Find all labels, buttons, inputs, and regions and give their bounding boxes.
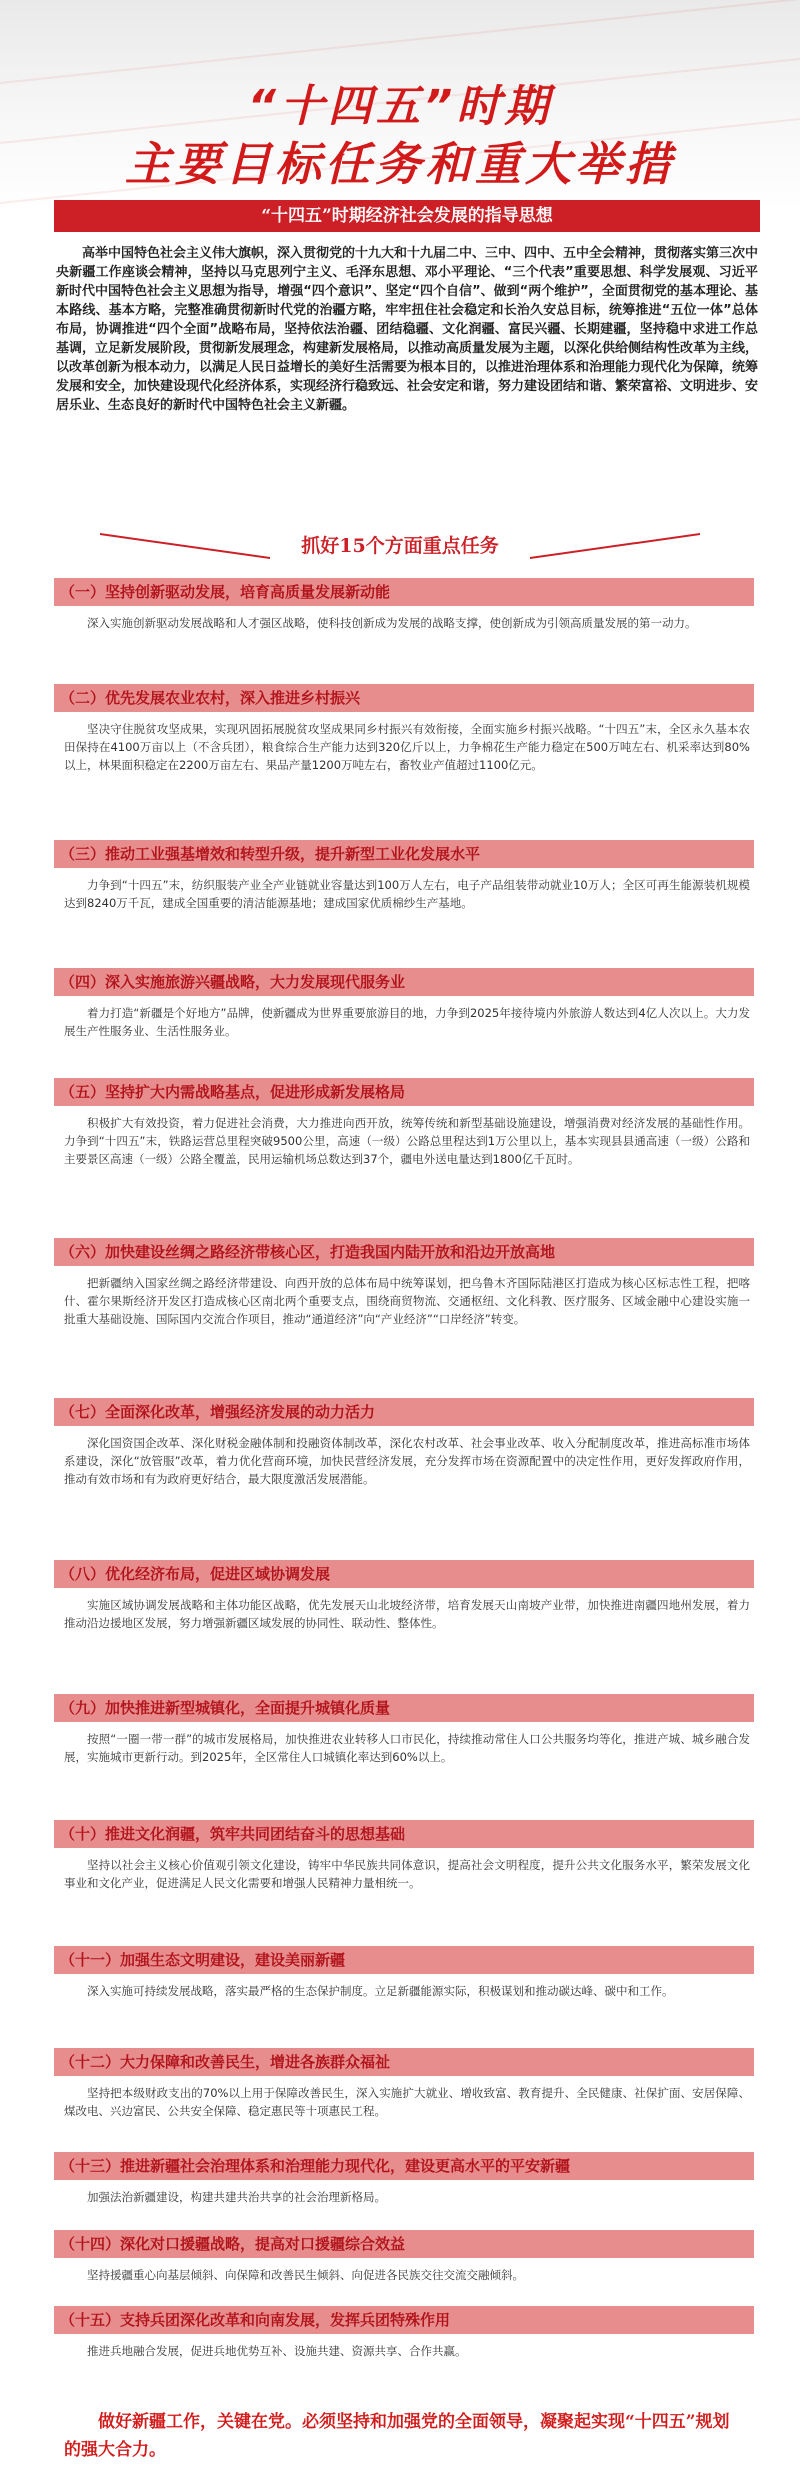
- task-section-body: 按照“一圈一带一群”的城市发展格局，加快推进农业转移人口市民化，持续推动常住人口公共服务均等化，推进产城、城乡融合发展，实施城市更新行动。到2025年，全区常住人口城镇化率达到60%以上。: [64, 1732, 750, 1764]
- task-section-title: （十四）深化对口援疆战略，提高对口援疆综合效益: [54, 2230, 754, 2258]
- task-section-title: （五）坚持扩大内需战略基点，促进形成新发展格局: [54, 1078, 754, 1106]
- guide-text: 高举中国特色社会主义伟大旗帜，深入贯彻党的十九大和十九届二中、三中、四中、五中全会精神，贯彻落实第三次中央新疆工作座谈会精神，坚持以马克思列宁主义、毛泽东思想、邓小平理论、“三个代表”重要思想、科学发展观、习近平新时代中国特色社会主义思想为指导，增强“四个意识”、坚定“四个自信”、做到“两个维护”，全面贯彻党的基本理论、基本路线、基本方略，完整准确贯彻新时代党的治疆方略，牢牢扭住社会稳定和长治久安总目标，统筹推进“五位一体”总体布局，协调推进“四个全面”战略布局，坚持依法治疆、团结稳疆、文化润疆、富民兴疆、长期建疆，坚持稳中求进工作总基调，立足新发展阶段，贯彻新发展理念，构建新发展格局，以推动高质量发展为主题，以深化供给侧结构性改革为主线，以改革创新为根本动力，以满足人民日益增长的美好生活需要为根本目的，以推进治理体系和治理能力现代化为保障，统筹发展和安全，加快建设现代化经济体系，实现经济行稳致远、社会安定和谐，努力建设团结和谐、繁荣富裕、文明进步、安居乐业、生态良好的新时代中国特色社会主义新疆。: [56, 246, 759, 413]
- task-section-title: （一）坚持创新驱动发展，培育高质量发展新动能: [54, 578, 754, 606]
- task-section-9: [54, 1694, 766, 1766]
- closing-statement: 做好新疆工作，关键在党。必须坚持和加强党的全面领导，凝聚起实现“十四五”规划的强大合力。: [64, 2412, 730, 2460]
- task-section-title: （四）深入实施旅游兴疆战略，大力发展现代服务业: [54, 968, 754, 996]
- task-section-1: [54, 578, 766, 632]
- task-section-title: （六）加快建设丝绸之路经济带核心区，打造我国内陆开放和沿边开放高地: [54, 1238, 754, 1266]
- task-section-5: [54, 1078, 766, 1168]
- task-section-11: [54, 1946, 766, 2000]
- task-section-title: （二）优先发展农业农村，深入推进乡村振兴: [54, 684, 754, 712]
- task-section-body: 深化国资国企改革、深化财税金融体制和投融资体制改革，深化农村改革、社会事业改革、收入分配制度改革，推进高标准市场体系建设，深化“放管服”改革，着力优化营商环境，加快民营经济发展，充分发挥市场在资源配置中的决定性作用，更好发挥政府作用，推动有效市场和有为政府更好结合，最大限度激活发展潜能。: [64, 1436, 750, 1486]
- task-section-body: 坚持援疆重心向基层倾斜、向保障和改善民生倾斜、向促进各民族交往交流交融倾斜。: [87, 2268, 524, 2282]
- task-section-14: [54, 2230, 766, 2284]
- task-section-body: 深入实施可持续发展战略，落实最严格的生态保护制度。立足新疆能源实际，积极谋划和推动碳达峰、碳中和工作。: [87, 1984, 674, 1998]
- task-section-4: [54, 968, 766, 1040]
- header-banner: [0, 0, 800, 210]
- tasks-heading-text: 抓好15个方面重点任务: [301, 535, 499, 557]
- page-title-line1: “十四五”时期: [247, 81, 553, 132]
- task-section-3: [54, 840, 766, 912]
- task-section-body: 深入实施创新驱动发展战略和人才强区战略，使科技创新成为发展的战略支撑，使创新成为引领高质量发展的第一动力。: [87, 616, 697, 630]
- task-section-body: 加强法治新疆建设，构建共建共治共享的社会治理新格局。: [87, 2190, 386, 2204]
- tasks-heading: [60, 525, 740, 565]
- task-section-7: [54, 1398, 766, 1488]
- task-section-6: [54, 1238, 766, 1328]
- task-section-title: （三）推动工业强基增效和转型升级，提升新型工业化发展水平: [54, 840, 754, 868]
- task-section-title: （七）全面深化改革，增强经济发展的动力活力: [54, 1398, 754, 1426]
- task-section-body: 把新疆纳入国家丝绸之路经济带建设、向西开放的总体布局中统筹谋划，把乌鲁木齐国际陆港区打造成为核心区标志性工程，把喀什、霍尔果斯经济开发区打造成核心区南北两个重要支点，围绕商贸物流、交通枢纽、文化科教、医疗服务、区域金融中心建设实施一批重大基础设施、国际国内交流合作项目，推动“通道经济”向“产业经济”“口岸经济”转变。: [64, 1276, 750, 1326]
- task-section-body: 坚持把本级财政支出的70%以上用于保障改善民生，深入实施扩大就业、增收致富、教育提升、全民健康、社保扩面、安居保障、煤改电、兴边富民、公共安全保障、稳定惠民等十项惠民工程。: [64, 2086, 750, 2118]
- task-section-title: （十二）大力保障和改善民生，增进各族群众福祉: [54, 2048, 754, 2076]
- task-section-body: 坚持以社会主义核心价值观引领文化建设，铸牢中华民族共同体意识，提高社会文明程度，提升公共文化服务水平，繁荣发展文化事业和文化产业，促进满足人民文化需要和增强人民精神力量相统一。: [64, 1858, 750, 1890]
- task-section-title: （十三）推进新疆社会治理体系和治理能力现代化，建设更高水平的平安新疆: [54, 2152, 754, 2180]
- task-section-title: （八）优化经济布局，促进区域协调发展: [54, 1560, 754, 1588]
- guide-title-bar: “十四五”时期经济社会发展的指导思想: [54, 200, 760, 232]
- task-section-title: （十五）支持兵团深化改革和向南发展，发挥兵团特殊作用: [54, 2306, 754, 2334]
- task-section-title: （九）加快推进新型城镇化，全面提升城镇化质量: [54, 1694, 754, 1722]
- task-section-title: （十）推进文化润疆，筑牢共同团结奋斗的思想基础: [54, 1820, 754, 1848]
- task-section-body: 推进兵地融合发展，促进兵地优势互补、设施共建、资源共享、合作共赢。: [87, 2344, 467, 2358]
- task-section-title: （十一）加强生态文明建设，建设美丽新疆: [54, 1946, 754, 1974]
- task-section-body: 坚决守住脱贫攻坚成果，实现巩固拓展脱贫攻坚成果同乡村振兴有效衔接，全面实施乡村振兴战略。“十四五”末，全区永久基本农田保持在4100万亩以上（不含兵团），粮食综合生产能力达到320亿斤以上，力争棉花生产能力稳定在500万吨左右、机采率达到80%以上，林果面积稳定在2200万亩左右、果品产量1200万吨左右，畜牧业产值超过1100亿元。: [64, 722, 750, 772]
- task-section-8: [54, 1560, 766, 1632]
- task-section-body: 实施区域协调发展战略和主体功能区战略，优先发展天山北坡经济带，培育发展天山南坡产业带，加快推进南疆四地州发展，着力推动沿边援地区发展，努力增强新疆区域发展的协同性、联动性、整体性。: [64, 1598, 750, 1630]
- task-section-2: [54, 684, 766, 774]
- page-title-line2: 主要目标任务和重大举措: [125, 137, 675, 191]
- task-section-15: [54, 2306, 766, 2360]
- task-section-10: [54, 1820, 766, 1892]
- task-section-body: 力争到“十四五”末，纺织服装产业全产业链就业容量达到100万人左右，电子产品组装带动就业10万人；全区可再生能源装机规模达到8240万千瓦，建成全国重要的清洁能源基地；建成国家优质棉纱生产基地。: [64, 878, 750, 910]
- task-section-13: [54, 2152, 766, 2206]
- task-section-12: [54, 2048, 766, 2120]
- task-section-body: 积极扩大有效投资，着力促进社会消费，大力推进向西开放，统筹传统和新型基础设施建设，增强消费对经济发展的基础性作用。力争到“十四五”末，铁路运营总里程突破9500公里，高速（一级）公路总里程达到1万公里以上，基本实现县县通高速（一级）公路和主要景区高速（一级）公路全覆盖，民用运输机场总数达到37个，疆电外送电量达到1800亿千瓦时。: [64, 1116, 750, 1166]
- task-section-body: 着力打造“新疆是个好地方”品牌，使新疆成为世界重要旅游目的地，力争到2025年接待境内外旅游人数达到4亿人次以上。大力发展生产性服务业、生活性服务业。: [64, 1006, 750, 1038]
